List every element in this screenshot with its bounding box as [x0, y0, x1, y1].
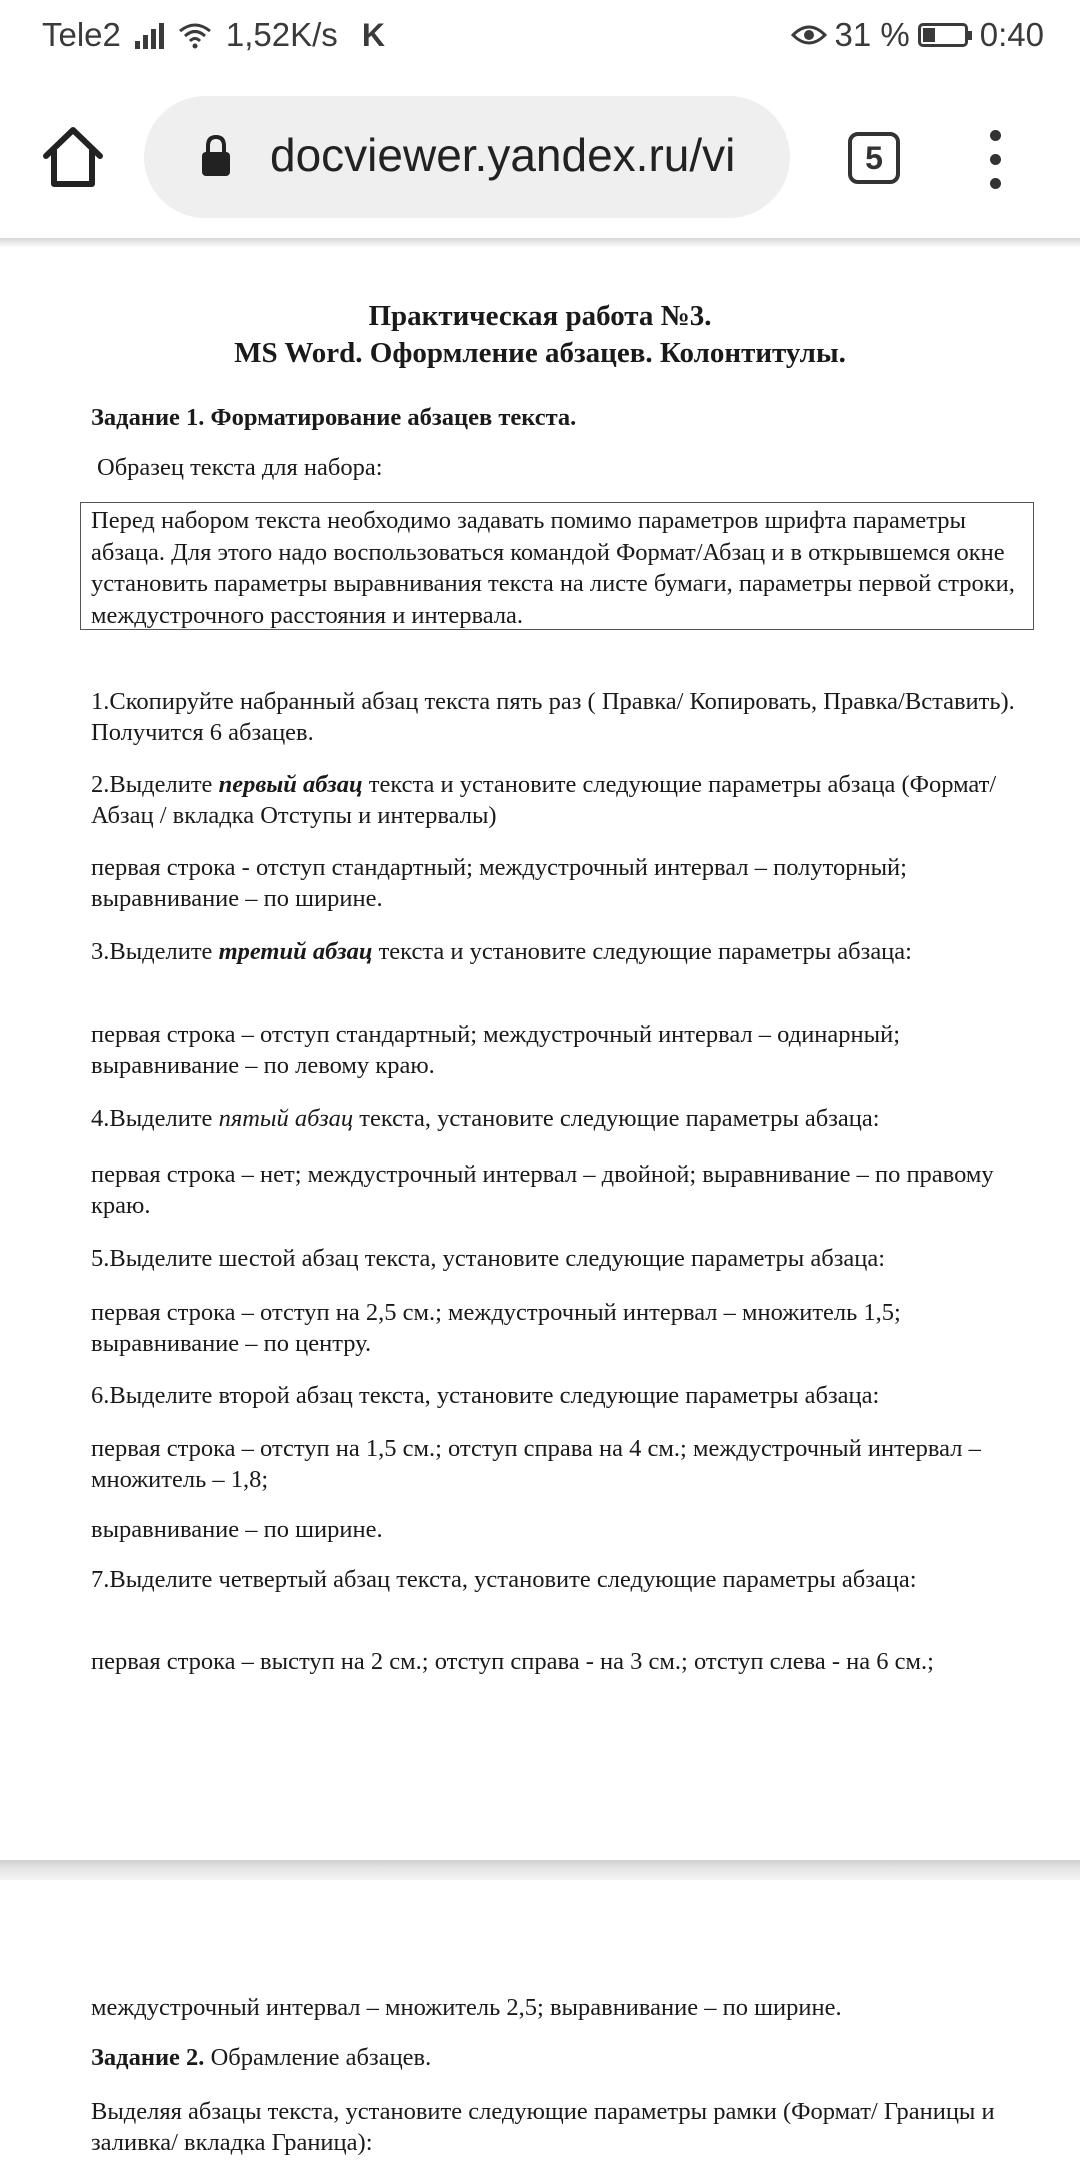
task2-text: Выделяя абзацы текста, установите следующие параметры рамки (Формат/ Границы и заливка/ вкладка Граница): [91, 2098, 995, 2156]
page-separator [0, 1860, 1080, 1880]
step-6: 6.Выделите второй абзац текста, установите следующие параметры абзаца: [91, 1382, 880, 1409]
carrier-name: Tele2 [42, 16, 121, 53]
tab-switcher-button[interactable]: 5 [848, 132, 900, 184]
step-2-lead: 2.Выделите [91, 771, 219, 798]
more-menu-icon[interactable] [978, 130, 1014, 190]
home-icon[interactable] [40, 124, 106, 190]
browser-toolbar [0, 74, 1080, 238]
lock-icon [200, 134, 232, 178]
step-5: 5.Выделите шестой абзац текста, установите следующие параметры абзаца: [91, 1245, 886, 1272]
step-6-align: выравнивание – по ширине. [91, 1516, 383, 1543]
step-2-params: первая строка - отступ стандартный; междустрочный интервал – полуторный; выравнивание – по ширине. [91, 854, 907, 912]
step-6-params: первая строка – отступ на 1,5 см.; отступ справа на 4 см.; междустрочный интервал – множитель – 1,8; [91, 1435, 981, 1493]
task2-heading [91, 2042, 1021, 2073]
document-page-1 [0, 248, 1080, 1860]
app-notification-icon: K [361, 16, 385, 53]
address-bar[interactable] [144, 96, 790, 218]
url-text: docviewer.yandex.ru/vi [270, 129, 736, 181]
eye-comfort-icon [791, 22, 827, 48]
step-4-params: первая строка – нет; междустрочный интервал – двойной; выравнивание – по правому краю. [91, 1161, 994, 1219]
step-4-lead: 4.Выделите [91, 1105, 219, 1132]
battery-percent: 31 % [834, 16, 910, 53]
step-2-rest: текста и установите следующие параметры абзаца (Формат/ Абзац / вкладка Отступы и интервалы) [91, 771, 997, 829]
task2-label: Задание 2. [91, 2044, 205, 2071]
step-1: 1.Скопируйте набранный абзац текста пять раз ( Правка/ Копировать, Правка/Вставить). Получится 6 абзацев. [91, 688, 1015, 746]
step-7-params: первая строка – выступ на 2 см.; отступ справа - на 3 см.; отступ слева - на 6 см.; [91, 1648, 934, 1675]
wifi-icon [178, 21, 212, 49]
page2-line: междустрочный интервал – множитель 2,5; выравнивание – по ширине. [91, 1994, 842, 2021]
step-7: 7.Выделите четвертый абзац текста, установите следующие параметры абзаца: [91, 1566, 917, 1593]
step-3-lead: 3.Выделите [91, 938, 219, 965]
step-4 [91, 1103, 1021, 1134]
cellular-signal-icon [135, 21, 164, 49]
step-3-params: первая строка – отступ стандартный; междустрочный интервал – одинарный; выравнивание – по левому краю. [91, 1021, 901, 1079]
task1-heading: Задание 1. Форматирование абзацев текста. [91, 404, 577, 431]
step-4-emphasis: пятый абзац [218, 1105, 354, 1132]
doc-title: Практическая работа №3. [368, 300, 712, 332]
step-3-rest: текста и установите следующие параметры абзаца: [372, 938, 912, 965]
step-2 [91, 769, 1021, 831]
document-page-2 [0, 1880, 1080, 2160]
task2-title: Обрамление абзацев. [204, 2044, 432, 2071]
network-speed: 1,52K/s [225, 16, 338, 53]
clock: 0:40 [979, 16, 1044, 53]
step-3-emphasis: третий абзац [218, 938, 373, 965]
sample-text-box: Перед набором текста необходимо задавать помимо параметров шрифта параметры абзаца. Для этого надо воспользоваться командой Формат/Абзац и в открывшемся окне установить параметры выравнивания текста на листе бумаги, параметры первой строки, междустрочного расстояния и интервала. [80, 502, 1034, 630]
step-3 [91, 936, 1021, 967]
battery-icon [918, 23, 968, 47]
doc-subtitle: MS Word. Оформление абзацев. Колонтитулы. [234, 337, 846, 369]
status-bar [0, 0, 1080, 74]
step-5-params: первая строка – отступ на 2,5 см.; междустрочный интервал – множитель 1,5; выравнивание – по центру. [91, 1299, 901, 1357]
step-4-rest: текста, установите следующие параметры абзаца: [353, 1105, 880, 1132]
toolbar-shadow [0, 238, 1080, 248]
step-2-emphasis: первый абзац [218, 771, 363, 798]
sample-label: Образец текста для набора: [97, 454, 383, 481]
